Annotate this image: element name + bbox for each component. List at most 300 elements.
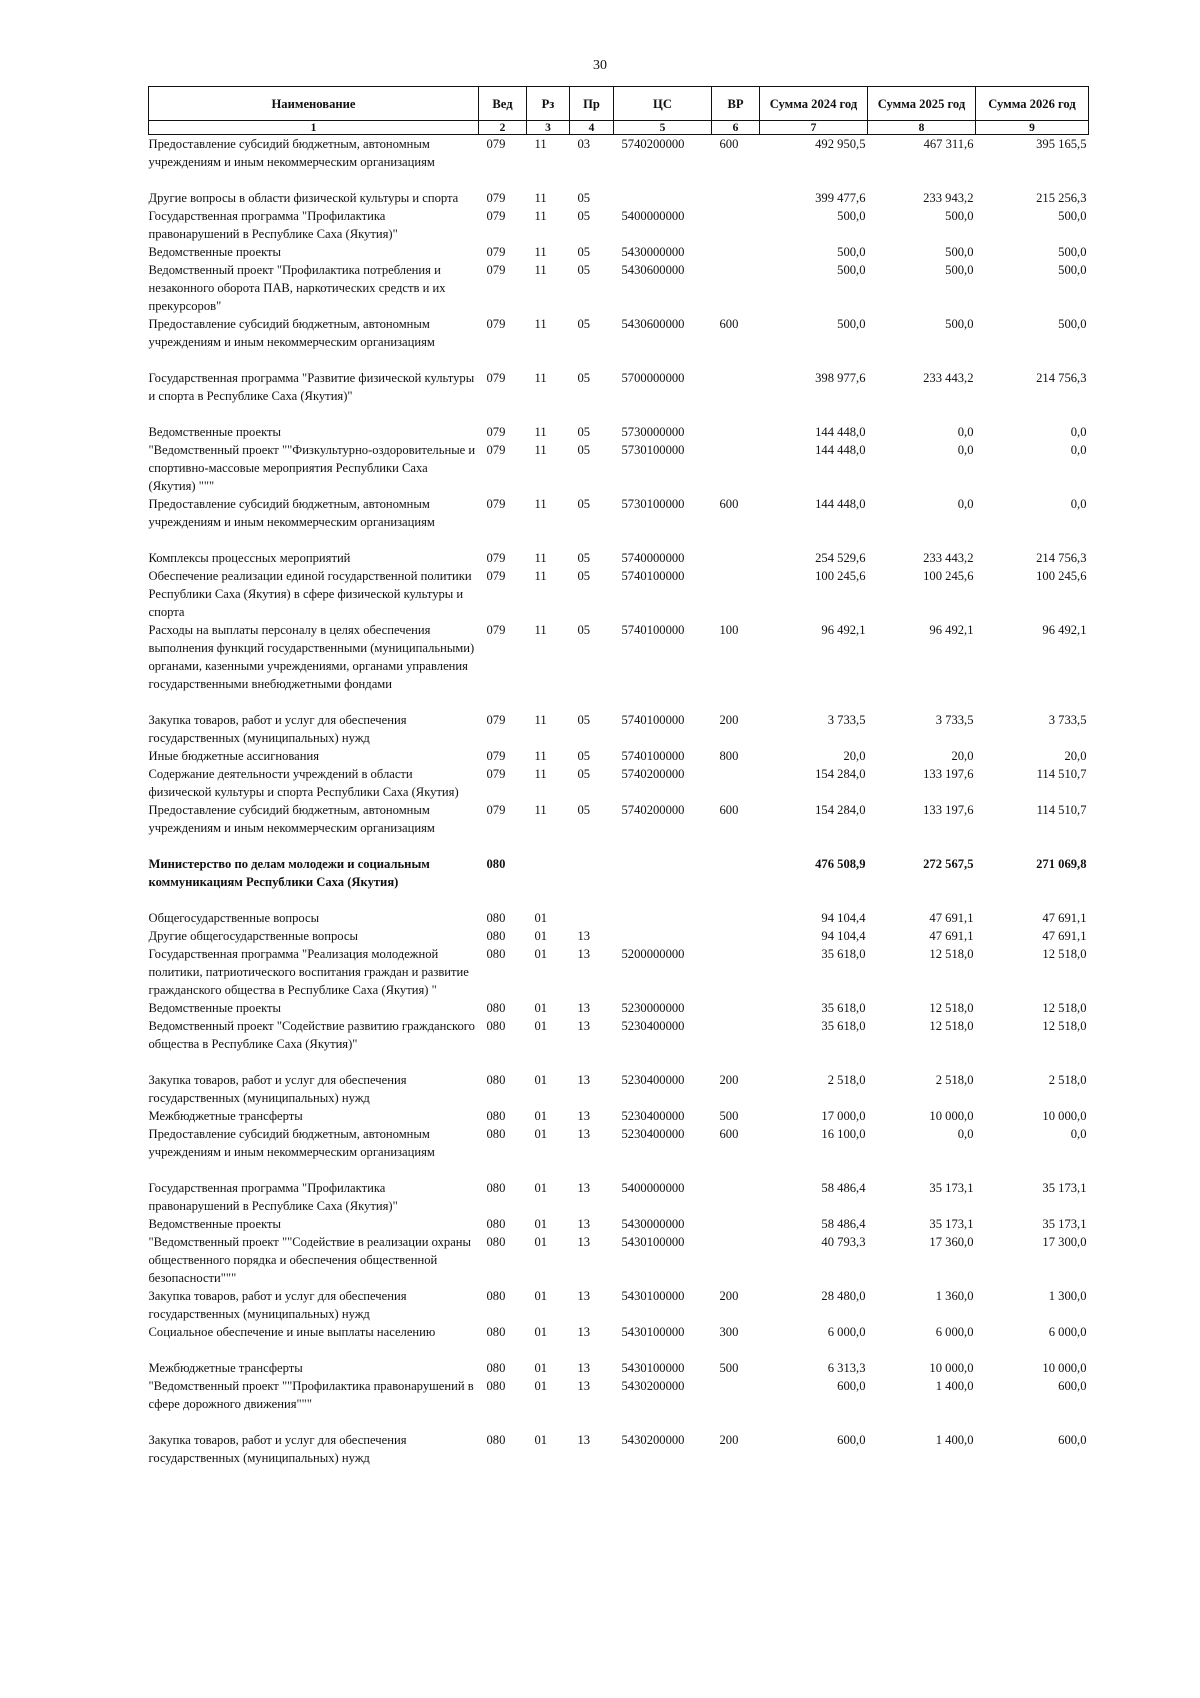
row-rz: 11 <box>534 443 547 457</box>
row-sum-2024: 35 618,0 <box>821 1019 866 1033</box>
row-vr: 500 <box>719 1361 739 1375</box>
row-ved: 079 <box>486 209 506 223</box>
row-vr <box>712 441 760 495</box>
budget-table <box>148 86 1089 1467</box>
row-pr <box>570 855 614 909</box>
row-name: "Ведомственный проект ""Физкультурно-оздоровительные и спортивно-массовые мероприятия Республики Саха (Якутия) """ <box>148 443 476 493</box>
row-sum-2024: 500,0 <box>837 209 866 223</box>
row-name: Межбюджетные трансферты <box>148 1361 303 1375</box>
column-number: 9 <box>976 121 1089 135</box>
row-sum-2025: 6 000,0 <box>935 1325 974 1339</box>
row-ved: 079 <box>486 749 506 763</box>
column-number: 7 <box>760 121 868 135</box>
row-sum-2025: 2 518,0 <box>935 1073 974 1087</box>
table-row <box>149 495 1089 549</box>
row-cs: 5740100000 <box>621 569 685 583</box>
row-pr: 03 <box>577 137 591 151</box>
row-sum-2026: 96 492,1 <box>1042 623 1087 637</box>
table-row <box>149 1107 1089 1125</box>
table-row <box>149 1179 1089 1215</box>
row-sum-2024: 94 104,4 <box>821 929 866 943</box>
row-cs: 5700000000 <box>621 371 685 385</box>
row-name: Иные бюджетные ассигнования <box>148 749 320 763</box>
row-sum-2026: 214 756,3 <box>1036 371 1087 385</box>
row-sum-2026: 0,0 <box>1070 425 1087 439</box>
row-sum-2025: 0,0 <box>957 443 974 457</box>
row-ved: 080 <box>486 1289 506 1303</box>
row-sum-2024: 500,0 <box>837 245 866 259</box>
row-sum-2026: 6 000,0 <box>1048 1325 1087 1339</box>
row-pr: 13 <box>577 1325 591 1339</box>
header-vr: ВР <box>712 87 760 121</box>
row-sum-2025: 1 400,0 <box>935 1379 974 1393</box>
row-cs: 5430600000 <box>621 317 685 331</box>
table-row <box>149 1233 1089 1287</box>
table-row <box>149 909 1089 927</box>
row-ved: 080 <box>486 1361 506 1375</box>
column-number: 5 <box>614 121 712 135</box>
row-sum-2025: 12 518,0 <box>929 1019 974 1033</box>
row-vr <box>712 549 760 567</box>
row-ved: 080 <box>486 911 506 925</box>
row-rz: 11 <box>534 191 547 205</box>
row-rz: 11 <box>534 749 547 763</box>
column-number-row <box>149 121 1089 135</box>
row-sum-2024: 500,0 <box>837 317 866 331</box>
table-row <box>149 1125 1089 1179</box>
row-sum-2024: 600,0 <box>837 1433 866 1447</box>
row-sum-2026: 47 691,1 <box>1042 911 1087 925</box>
table-row <box>149 423 1089 441</box>
table-row <box>149 369 1089 423</box>
row-sum-2024: 154 284,0 <box>815 803 866 817</box>
row-sum-2024: 40 793,3 <box>821 1235 866 1249</box>
table-row <box>149 1017 1089 1071</box>
row-name: Предоставление субсидий бюджетным, автономным учреждениям и иным некоммерческим организациям <box>148 497 435 529</box>
table-header <box>149 87 1089 135</box>
column-number: 6 <box>712 121 760 135</box>
row-sum-2024: 2 518,0 <box>827 1073 866 1087</box>
row-name: Предоставление субсидий бюджетным, автономным учреждениям и иным некоммерческим организациям <box>148 803 435 835</box>
row-sum-2024: 600,0 <box>837 1379 866 1393</box>
row-name: Закупка товаров, работ и услуг для обеспечения государственных (муниципальных) нужд <box>148 1433 407 1465</box>
row-vr <box>712 1215 760 1233</box>
row-cs: 5430100000 <box>621 1289 685 1303</box>
header-name: Наименование <box>149 87 479 121</box>
row-sum-2025: 500,0 <box>945 245 974 259</box>
table-row <box>149 1215 1089 1233</box>
row-sum-2025: 96 492,1 <box>929 623 974 637</box>
row-vr <box>712 567 760 621</box>
row-rz: 01 <box>534 947 548 961</box>
row-vr: 200 <box>719 713 739 727</box>
row-cs: 5400000000 <box>621 209 685 223</box>
row-ved: 079 <box>486 245 506 259</box>
row-name: Предоставление субсидий бюджетным, автономным учреждениям и иным некоммерческим организациям <box>148 137 435 169</box>
row-sum-2024: 492 950,5 <box>815 137 866 151</box>
column-number: 8 <box>868 121 976 135</box>
row-sum-2025: 47 691,1 <box>929 929 974 943</box>
row-rz: 11 <box>534 317 547 331</box>
row-ved: 079 <box>486 191 506 205</box>
row-sum-2024: 58 486,4 <box>821 1217 866 1231</box>
row-ved: 080 <box>486 1433 506 1447</box>
row-sum-2024: 144 448,0 <box>815 497 866 511</box>
row-sum-2026: 3 733,5 <box>1048 713 1087 727</box>
row-cs: 5740200000 <box>621 767 685 781</box>
row-vr <box>712 945 760 999</box>
row-vr <box>712 1017 760 1071</box>
row-sum-2026: 500,0 <box>1058 209 1087 223</box>
row-name: Социальное обеспечение и иные выплаты населению <box>148 1325 436 1339</box>
row-sum-2024: 144 448,0 <box>815 443 866 457</box>
row-sum-2026: 17 300,0 <box>1042 1235 1087 1249</box>
row-vr <box>712 909 760 927</box>
row-sum-2024: 16 100,0 <box>821 1127 866 1141</box>
row-ved: 079 <box>486 263 506 277</box>
row-vr <box>712 765 760 801</box>
row-sum-2024: 28 480,0 <box>821 1289 866 1303</box>
row-name: Закупка товаров, работ и услуг для обеспечения государственных (муниципальных) нужд <box>148 713 407 745</box>
row-sum-2025: 500,0 <box>945 263 974 277</box>
row-vr: 500 <box>719 1109 739 1123</box>
row-sum-2025: 1 400,0 <box>935 1433 974 1447</box>
row-sum-2024: 144 448,0 <box>815 425 866 439</box>
row-rz: 01 <box>534 1217 548 1231</box>
row-sum-2026: 100 245,6 <box>1036 569 1087 583</box>
row-pr: 13 <box>577 1181 591 1195</box>
row-sum-2024: 3 733,5 <box>827 713 866 727</box>
row-cs <box>614 927 712 945</box>
row-sum-2024: 476 508,9 <box>815 857 866 871</box>
row-vr: 600 <box>719 1127 739 1141</box>
row-cs: 5740200000 <box>621 803 685 817</box>
row-ved: 079 <box>486 497 506 511</box>
row-cs: 5230400000 <box>621 1073 685 1087</box>
row-sum-2026: 0,0 <box>1070 497 1087 511</box>
row-rz: 01 <box>534 1325 548 1339</box>
row-sum-2025: 1 360,0 <box>935 1289 974 1303</box>
row-ved: 079 <box>486 317 506 331</box>
row-cs: 5230000000 <box>621 1001 685 1015</box>
row-cs: 5730100000 <box>621 497 685 511</box>
row-pr: 05 <box>577 209 591 223</box>
row-ved: 079 <box>486 803 506 817</box>
row-sum-2026: 12 518,0 <box>1042 1001 1087 1015</box>
row-rz: 11 <box>534 623 547 637</box>
row-pr: 05 <box>577 425 591 439</box>
row-cs: 5430100000 <box>621 1325 685 1339</box>
row-sum-2024: 17 000,0 <box>821 1109 866 1123</box>
header-sum-2024: Сумма 2024 год <box>760 87 868 121</box>
row-sum-2026: 2 518,0 <box>1048 1073 1087 1087</box>
table-row <box>149 1323 1089 1359</box>
row-sum-2025: 17 360,0 <box>929 1235 974 1249</box>
row-rz: 11 <box>534 713 547 727</box>
row-pr: 05 <box>577 551 591 565</box>
table-row <box>149 621 1089 711</box>
row-cs: 5740100000 <box>621 713 685 727</box>
row-vr <box>712 207 760 243</box>
row-name: Расходы на выплаты персоналу в целях обеспечения выполнения функций государственными (муниципальными) органами, казенными учреждениями, органами управления государственными внебюджетными фондами <box>148 623 475 691</box>
row-sum-2025: 35 173,1 <box>929 1181 974 1195</box>
row-ved: 080 <box>486 947 506 961</box>
table-row <box>149 189 1089 207</box>
column-number: 4 <box>570 121 614 135</box>
row-rz <box>527 855 570 909</box>
row-ved: 079 <box>486 569 506 583</box>
row-ved: 079 <box>486 551 506 565</box>
row-sum-2025: 500,0 <box>945 317 974 331</box>
table-row <box>149 567 1089 621</box>
row-name: Другие общегосударственные вопросы <box>148 929 358 943</box>
row-name: Содержание деятельности учреждений в области физической культуры и спорта Республики Саха (Якутия) <box>148 767 459 799</box>
row-sum-2026: 500,0 <box>1058 263 1087 277</box>
row-pr: 13 <box>577 1235 591 1249</box>
row-pr: 05 <box>577 767 591 781</box>
row-vr <box>712 1377 760 1431</box>
row-name: Закупка товаров, работ и услуг для обеспечения государственных (муниципальных) нужд <box>148 1289 407 1321</box>
row-sum-2025: 100 245,6 <box>923 569 974 583</box>
row-pr: 13 <box>577 1001 591 1015</box>
row-name: Государственная программа "Профилактика правонарушений в Республике Саха (Якутия)" <box>148 1181 398 1213</box>
table-row <box>149 1287 1089 1323</box>
row-ved: 079 <box>486 623 506 637</box>
table-body <box>149 135 1089 1468</box>
row-rz: 01 <box>534 1235 548 1249</box>
page-number: 30 <box>593 58 607 73</box>
row-pr: 05 <box>577 443 591 457</box>
row-sum-2026: 0,0 <box>1070 1127 1087 1141</box>
row-sum-2026: 20,0 <box>1064 749 1087 763</box>
row-pr: 13 <box>577 1019 591 1033</box>
row-pr: 13 <box>577 1379 591 1393</box>
row-name: Ведомственные проекты <box>148 425 281 439</box>
row-sum-2025: 0,0 <box>957 1127 974 1141</box>
row-cs <box>614 855 712 909</box>
row-cs: 5730000000 <box>621 425 685 439</box>
row-pr: 13 <box>577 947 591 961</box>
table-row <box>149 441 1089 495</box>
row-sum-2026: 600,0 <box>1058 1433 1087 1447</box>
column-number: 1 <box>149 121 479 135</box>
row-rz: 01 <box>534 1109 548 1123</box>
header-sum-2025: Сумма 2025 год <box>868 87 976 121</box>
table-row <box>149 1377 1089 1431</box>
row-sum-2025: 10 000,0 <box>929 1361 974 1375</box>
row-sum-2026: 35 173,1 <box>1042 1181 1087 1195</box>
row-sum-2025: 10 000,0 <box>929 1109 974 1123</box>
row-sum-2026: 215 256,3 <box>1036 191 1087 205</box>
row-cs: 5430600000 <box>621 263 685 277</box>
table-row <box>149 1431 1089 1467</box>
row-sum-2024: 500,0 <box>837 263 866 277</box>
row-sum-2024: 399 477,6 <box>815 191 866 205</box>
row-pr: 05 <box>577 713 591 727</box>
row-name: Ведомственные проекты <box>148 245 281 259</box>
row-sum-2024: 35 618,0 <box>821 1001 866 1015</box>
table-row <box>149 765 1089 801</box>
row-rz: 11 <box>534 803 547 817</box>
row-cs: 5230400000 <box>621 1019 685 1033</box>
row-cs: 5740000000 <box>621 551 685 565</box>
row-sum-2025: 12 518,0 <box>929 1001 974 1015</box>
row-sum-2024: 398 977,6 <box>815 371 866 385</box>
table-row <box>149 855 1089 909</box>
row-sum-2025: 20,0 <box>951 749 974 763</box>
header-rz: Рз <box>527 87 570 121</box>
row-ved: 080 <box>486 1019 506 1033</box>
row-ved: 080 <box>486 1127 506 1141</box>
row-vr <box>712 1179 760 1215</box>
row-ved: 080 <box>486 929 506 943</box>
row-sum-2025: 500,0 <box>945 209 974 223</box>
row-sum-2024: 6 313,3 <box>827 1361 866 1375</box>
row-cs: 5430100000 <box>621 1235 685 1249</box>
row-rz: 01 <box>534 1001 548 1015</box>
row-name: Предоставление субсидий бюджетным, автономным учреждениям и иным некоммерческим организациям <box>148 317 435 349</box>
row-rz: 11 <box>534 569 547 583</box>
row-pr: 05 <box>577 263 591 277</box>
row-vr: 800 <box>719 749 739 763</box>
row-sum-2025: 233 443,2 <box>923 551 974 565</box>
row-ved: 080 <box>486 857 506 871</box>
row-name: Закупка товаров, работ и услуг для обеспечения государственных (муниципальных) нужд <box>148 1073 407 1105</box>
table-row <box>149 999 1089 1017</box>
row-sum-2026: 271 069,8 <box>1036 857 1087 871</box>
row-sum-2025: 467 311,6 <box>923 137 974 151</box>
row-cs: 5740100000 <box>621 749 685 763</box>
row-sum-2024: 96 492,1 <box>821 623 866 637</box>
row-sum-2026: 10 000,0 <box>1042 1109 1087 1123</box>
table-row <box>149 711 1089 747</box>
row-vr: 600 <box>719 497 739 511</box>
row-pr: 05 <box>577 497 591 511</box>
row-ved: 079 <box>486 137 506 151</box>
row-sum-2025: 0,0 <box>957 497 974 511</box>
row-vr <box>712 927 760 945</box>
row-sum-2025: 133 197,6 <box>923 767 974 781</box>
row-cs: 5230400000 <box>621 1127 685 1141</box>
row-sum-2024: 254 529,6 <box>815 551 866 565</box>
row-name: Министерство по делам молодежи и социальным коммуникациям Республики Саха (Якутия) <box>148 857 430 889</box>
row-sum-2026: 114 510,7 <box>1036 767 1087 781</box>
row-cs <box>614 909 712 927</box>
row-cs: 5430000000 <box>621 1217 685 1231</box>
row-ved: 080 <box>486 1181 506 1195</box>
row-pr: 13 <box>577 1073 591 1087</box>
row-cs: 5430000000 <box>621 245 685 259</box>
header-row <box>149 87 1089 121</box>
row-sum-2025: 47 691,1 <box>929 911 974 925</box>
row-cs: 5400000000 <box>621 1181 685 1195</box>
row-sum-2026: 12 518,0 <box>1042 947 1087 961</box>
row-sum-2024: 20,0 <box>843 749 866 763</box>
row-vr: 600 <box>719 137 739 151</box>
table-row <box>149 747 1089 765</box>
row-sum-2026: 35 173,1 <box>1042 1217 1087 1231</box>
row-rz: 01 <box>534 1433 548 1447</box>
row-sum-2026: 47 691,1 <box>1042 929 1087 943</box>
row-rz: 01 <box>534 1361 548 1375</box>
row-sum-2026: 600,0 <box>1058 1379 1087 1393</box>
row-sum-2025: 3 733,5 <box>935 713 974 727</box>
row-rz: 01 <box>534 1289 548 1303</box>
row-sum-2024: 58 486,4 <box>821 1181 866 1195</box>
row-rz: 01 <box>534 1019 548 1033</box>
row-vr: 200 <box>719 1433 739 1447</box>
row-cs: 5430100000 <box>621 1361 685 1375</box>
row-vr <box>712 855 760 909</box>
row-cs: 5200000000 <box>621 947 685 961</box>
row-ved: 080 <box>486 1109 506 1123</box>
row-pr: 13 <box>577 1433 591 1447</box>
row-name: Обеспечение реализации единой государственной политики Республики Саха (Якутия) в сфере физической культуры и спорта <box>148 569 472 619</box>
row-sum-2024: 94 104,4 <box>821 911 866 925</box>
row-pr: 05 <box>577 371 591 385</box>
row-sum-2024: 6 000,0 <box>827 1325 866 1339</box>
row-rz: 11 <box>534 551 547 565</box>
row-rz: 01 <box>534 1379 548 1393</box>
row-ved: 079 <box>486 425 506 439</box>
header-sum-2026: Сумма 2026 год <box>976 87 1089 121</box>
table-row <box>149 945 1089 999</box>
row-rz: 11 <box>534 497 547 511</box>
row-ved: 079 <box>486 443 506 457</box>
header-pr: Пр <box>570 87 614 121</box>
row-pr: 13 <box>577 1109 591 1123</box>
table-row <box>149 315 1089 369</box>
row-vr: 200 <box>719 1289 739 1303</box>
row-vr: 600 <box>719 803 739 817</box>
row-pr: 05 <box>577 191 591 205</box>
row-pr: 05 <box>577 317 591 331</box>
row-name: Предоставление субсидий бюджетным, автономным учреждениям и иным некоммерческим организациям <box>148 1127 435 1159</box>
row-sum-2026: 10 000,0 <box>1042 1361 1087 1375</box>
row-sum-2024: 35 618,0 <box>821 947 866 961</box>
row-name: Комплексы процессных мероприятий <box>148 551 351 565</box>
row-pr: 13 <box>577 929 591 943</box>
row-ved: 080 <box>486 1001 506 1015</box>
row-name: Общегосударственные вопросы <box>148 911 320 925</box>
row-name: Ведомственные проекты <box>148 1217 281 1231</box>
row-cs: 5430200000 <box>621 1379 685 1393</box>
row-vr: 200 <box>719 1073 739 1087</box>
row-ved: 080 <box>486 1325 506 1339</box>
row-ved: 079 <box>486 713 506 727</box>
row-rz: 11 <box>534 137 547 151</box>
row-cs: 5430200000 <box>621 1433 685 1447</box>
row-cs: 5740100000 <box>621 623 685 637</box>
row-name: Межбюджетные трансферты <box>148 1109 303 1123</box>
row-rz: 11 <box>534 767 547 781</box>
row-sum-2025: 35 173,1 <box>929 1217 974 1231</box>
table-row <box>149 801 1089 855</box>
row-sum-2026: 500,0 <box>1058 317 1087 331</box>
row-rz: 01 <box>534 1073 548 1087</box>
row-ved: 080 <box>486 1217 506 1231</box>
row-pr: 13 <box>577 1127 591 1141</box>
column-number: 2 <box>479 121 527 135</box>
row-cs: 5740200000 <box>621 137 685 151</box>
row-pr: 05 <box>577 749 591 763</box>
header-cs: ЦС <box>614 87 712 121</box>
row-pr <box>570 909 614 927</box>
row-vr: 600 <box>719 317 739 331</box>
row-sum-2025: 133 197,6 <box>923 803 974 817</box>
row-rz: 11 <box>534 371 547 385</box>
row-vr <box>712 243 760 261</box>
